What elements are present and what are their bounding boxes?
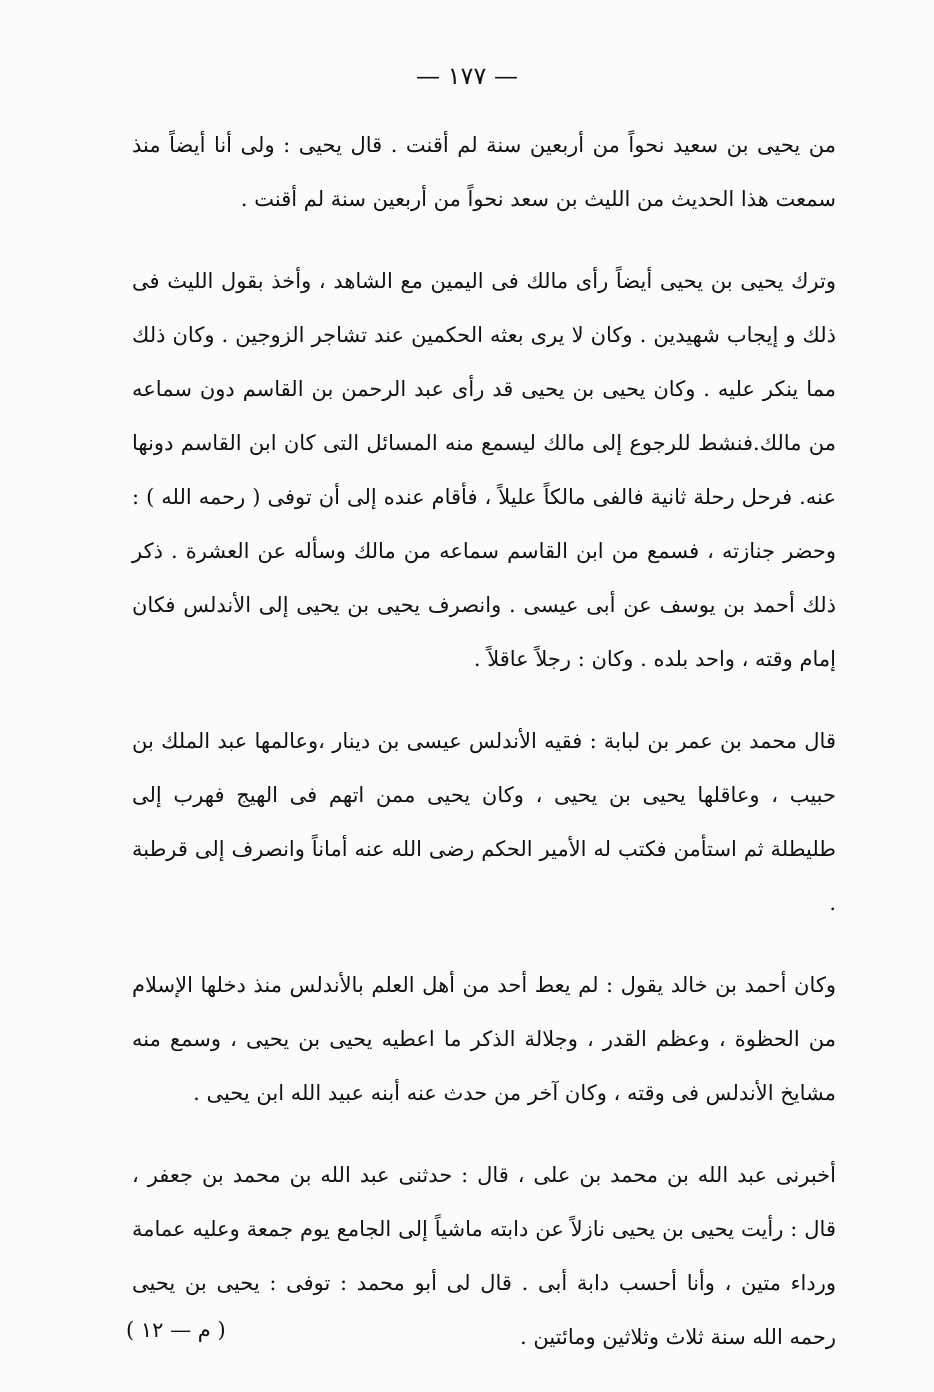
- paragraph-5: أخبرنى عبد الله بن محمد بن على ، قال : حدثنى عبد الله بن محمد بن جعفر ، قال : رأيت يحيى بن يحيى نازلاً عن دابته ماشياً إلى الجامع يوم جمعة وعليه عمامة ورداء متين ، وأنا أحسب دابة أبى . قال لى أبو محمد : توفى : يحيى بن يحيى رحمه الله سنة ثلاث وثلاثين ومائتين .: [132, 1163, 836, 1349]
- paragraph-2: وترك يحيى بن يحيى أيضاً رأى مالك فى اليمين مع الشاهد ، وأخذ بقول الليث فى ذلك و إيجاب شهيدين . وكان لا يرى بعثه الحكمين عند تشاجر الزوجين . وكان ذلك مما ينكر عليه . وكان يحيى بن يحيى قد رأى عبد الرحمن بن القاسم دون سماعه من مالك.فنشط للرجوع إلى مالك ليسمع منه المسائل التى كان ابن القاسم دونها عنه. فرحل رحلة ثانية فالفى مالكاً عليلاً ، فأقام عنده إلى أن توفى ( رحمه الله ) : وحضر جنازته ، فسمع من ابن القاسم سماعه من مالك وسأله عن العشرة . ذكر ذلك أحمد بن يوسف عن أبى عيسى . وانصرف يحيى بن يحيى إلى الأندلس فكان إمام وقته ، واحد بلده . وكان : رجلاً عاقلاً .: [132, 269, 836, 671]
- page-number: — ١٧٧ —: [416, 62, 518, 90]
- signature-mark: ( م — ١٢ ): [126, 1318, 226, 1342]
- paragraph-4: وكان أحمد بن خالد يقول : لم يعط أحد من أهل العلم بالأندلس منذ دخلها الإسلام من الحظوة ، وعظم القدر ، وجلالة الذكر ما اعطيه يحيى بن يحيى ، وسمع منه مشايخ الأندلس فى وقته ، وكان آخر من حدث عنه أبنه عبيد الله ابن يحيى .: [132, 973, 836, 1105]
- text-body: [132, 118, 836, 1392]
- paragraph-1: من يحيى بن سعيد نحواً من أربعين سنة لم أقنت . قال يحيى : ولى أنا أيضاً منذ سمعت هذا الحديث من الليث بن سعد نحواً من أربعين سنة لم أقنت .: [132, 133, 836, 211]
- paragraph-3: قال محمد بن عمر بن لبابة : فقيه الأندلس عيسى بن دينار ،وعالمها عبد الملك بن حبيب ، وعاقلها يحيى بن يحيى ، وكان يحيى ممن اتهم فى الهيج فهرب إلى طليطلة ثم استأمن فكتب له الأمير الحكم رضى الله عنه أماناً وانصرف إلى قرطبة .: [132, 729, 836, 915]
